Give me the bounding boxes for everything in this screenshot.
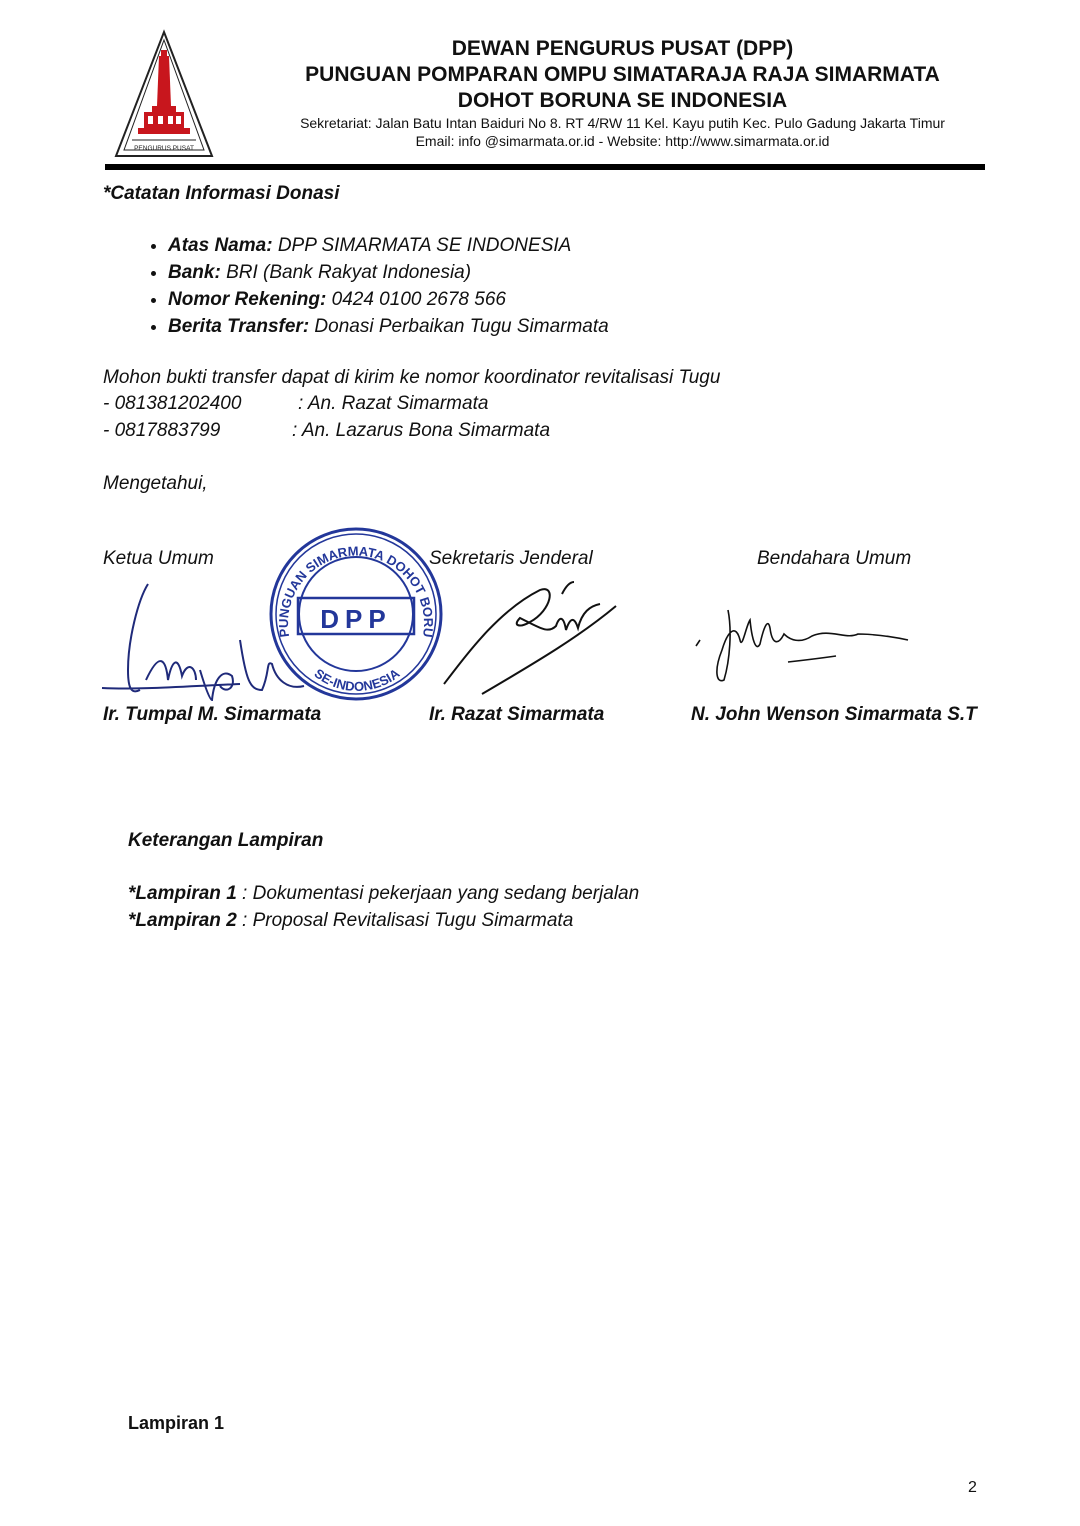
letterhead-line-3: DOHOT BORUNA SE INDONESIA xyxy=(457,89,788,112)
treasurer-signature xyxy=(696,610,908,681)
contact-name-2: : An. Lazarus Bona Simarmata xyxy=(292,420,551,441)
letterhead-contact: Email: info @simarmata.or.id - Website: http://www.simarmata.or.id xyxy=(415,133,830,149)
list-item: • Bank: BRI (Bank Rakyat Indonesia) xyxy=(168,259,868,286)
stamp-top-text: PUNGUAN SIMARMATA DOHOT BORU xyxy=(275,543,437,639)
signatory-name-secretary: Ir. Razat Simarmata xyxy=(429,704,605,725)
attachment-item-2: *Lampiran 2 : Proposal Revitalisasi Tugu Simarmata xyxy=(128,910,574,931)
contact-phone-2: - 0817883799 xyxy=(103,420,221,441)
attachments-heading: Keterangan Lampiran xyxy=(128,830,324,851)
letterhead-line-2: PUNGUAN POMPARAN OMPU SIMATARAJA RAJA SIMARMATA xyxy=(305,63,940,86)
secretary-signature xyxy=(444,582,616,694)
list-item: • Berita Transfer: Donasi Perbaikan Tugu Simarmata xyxy=(168,313,868,340)
attachment-item-1: *Lampiran 1 : Dokumentasi pekerjaan yang sedang berjalan xyxy=(128,883,640,904)
signatory-title-secretary: Sekretaris Jenderal xyxy=(429,548,593,569)
logo-caption: PENGURUS PUSAT xyxy=(134,145,194,152)
list-item: • Atas Nama: DPP SIMARMATA SE INDONESIA xyxy=(168,232,868,259)
stamp-center: DPP xyxy=(320,604,392,634)
signature-area xyxy=(0,0,1080,760)
acknowledged-label: Mengetahui, xyxy=(103,473,208,494)
contact-phone-1: - 081381202400 xyxy=(103,393,242,414)
stamp-bottom-text: SE-INDONESIA xyxy=(311,665,403,695)
signatory-name-treasurer: N. John Wenson Simarmata S.T xyxy=(691,704,977,725)
page-number: 2 xyxy=(968,1479,977,1496)
signatory-title-treasurer: Bendahara Umum xyxy=(757,548,912,569)
donation-heading: *Catatan Informasi Donasi xyxy=(103,183,340,204)
signatory-title-chair: Ketua Umum xyxy=(103,548,214,569)
letterhead-address: Sekretariat: Jalan Batu Intan Baiduri No 8. RT 4/RW 11 Kel. Kayu putih Kec. Pulo Gadung Jakarta Timur xyxy=(300,115,945,131)
transfer-note: Mohon bukti transfer dapat di kirim ke nomor koordinator revitalisasi Tugu xyxy=(103,367,721,388)
letterhead-line-1: DEWAN PENGURUS PUSAT (DPP) xyxy=(451,37,794,60)
signatory-name-chair: Ir. Tumpal M. Simarmata xyxy=(103,704,322,725)
chair-signature xyxy=(102,584,304,700)
list-item: • Nomor Rekening: 0424 0100 2678 566 xyxy=(168,286,868,313)
section-heading-lampiran: Lampiran 1 xyxy=(128,1413,225,1433)
contact-name-1: : An. Razat Simarmata xyxy=(298,393,489,414)
